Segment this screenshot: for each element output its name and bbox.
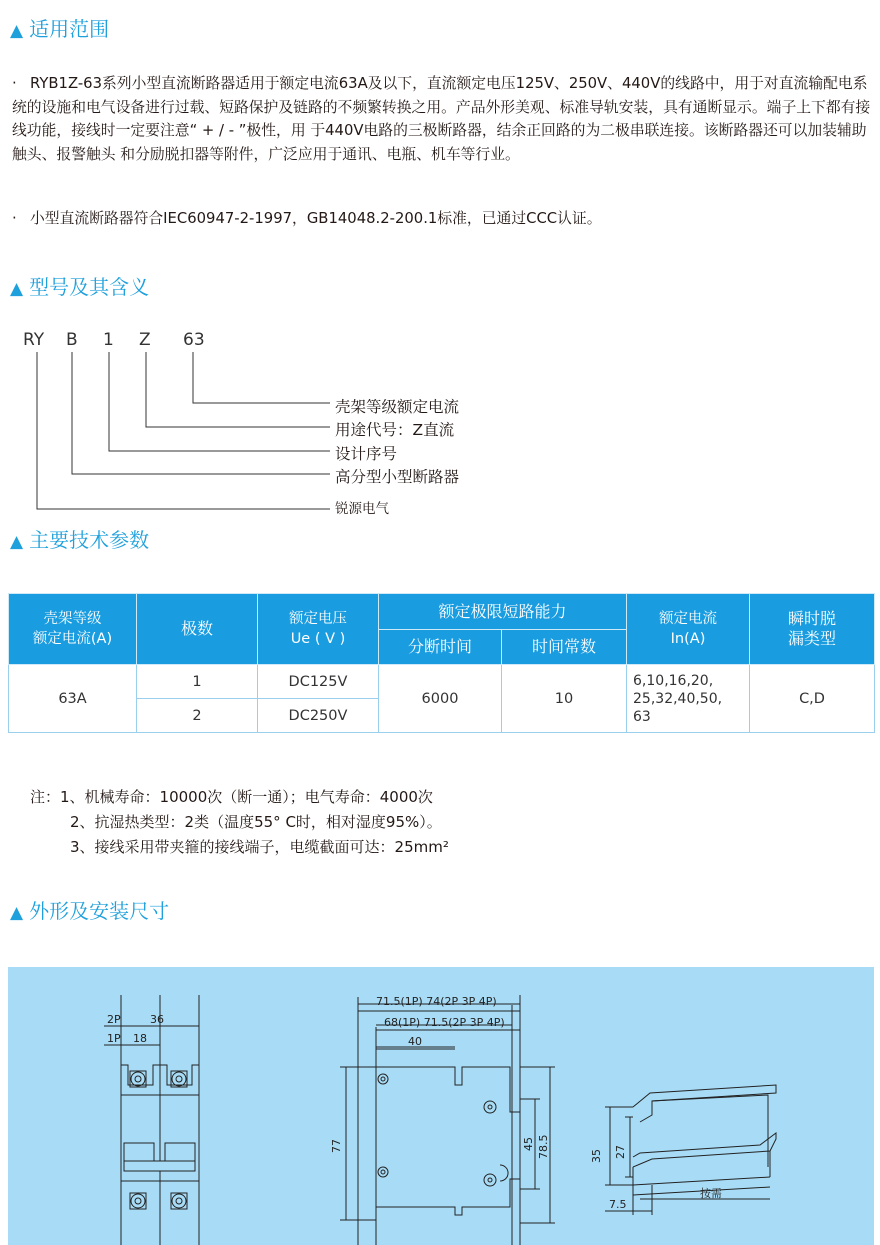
model-part-z: Z [139,330,151,350]
cell-trip: C,D [750,665,875,733]
model-tree-lines [0,0,880,520]
cell-poles-1: 1 [137,665,258,699]
scope-paragraph-2: · 小型直流断路器符合IEC60947-2-1997，GB14048.2-200.1标准，已通过CCC认证。 [12,210,602,227]
dim-side-top1: 71.5(1P) 74(2P 3P 4P) [376,995,497,1008]
dim-side-785: 78.5 [537,1134,550,1159]
dim-side-40: 40 [408,1035,422,1048]
section-title-scope: ▲ 适用范围 [10,16,109,44]
model-part-1: 1 [103,330,114,350]
header-voltage: 额定电压 Ue ( V ) [258,594,379,665]
note-3: 3、接线采用带夹箍的接线端子，电缆截面可达：25mm² [70,838,449,856]
cell-break-time: 6000 [379,665,502,733]
cell-time-const: 10 [502,665,627,733]
dim-rail-75: 7.5 [609,1198,627,1211]
dim-side-77: 77 [330,1139,343,1153]
triangle-icon: ▲ [10,279,24,299]
din-rail [605,1085,776,1215]
model-meaning-frame: 壳架等级额定电流 [335,398,460,416]
model-meaning-usage: 用途代号：Z直流 [335,421,455,439]
header-poles: 极数 [137,594,258,665]
dim-side-45: 45 [522,1137,535,1151]
cell-voltage-1: DC125V [258,665,379,699]
model-part-63: 63 [183,330,205,350]
model-meaning-type: 高分型小型断路器 [335,468,460,486]
section-title-dims: ▲ 外形及安装尺寸 [10,898,169,926]
dim-rail-length: 按需 [700,1187,722,1200]
side-view-breaker [340,995,555,1245]
triangle-icon: ▲ [10,21,24,41]
header-capacity: 额定极限短路能力 [379,594,627,630]
triangle-icon: ▲ [10,532,24,552]
dimension-drawings [0,967,880,1245]
cell-current: 6,10,16,20, 25,32,40,50, 63 [627,665,750,733]
section-title-params: ▲ 主要技术参数 [10,527,149,555]
dim-label-1p: 1P [107,1032,121,1045]
dim-side-top2: 68(1P) 71.5(2P 3P 4P) [384,1016,505,1029]
model-part-b: B [66,330,78,350]
dim-label-2p: 2P [107,1013,121,1026]
note-2: 2、抗湿热类型：2类（温度55° C时，相对湿度95%）。 [70,813,442,831]
dim-36: 36 [150,1013,164,1026]
cell-poles-2: 2 [137,699,258,733]
model-meaning-design: 设计序号 [335,445,398,463]
scope-paragraph-1: · RYB1Z-63系列小型直流断路器适用于额定电流63A及以下，直流额定电压125V、250V、440V的线路中，用于对直流输配电系统的设施和电气设备进行过载、短路保护及链路的不频繁转换之用。产品外形美观、标准导轨安装，具有通断显示。端子上下都有接线功能，接线时一定要注意“ + / - ”极性，用 于440V电路的三极断路器，结余正回路的为二极串联连接。该断路器还可以加装辅助触头、报警触头 和分励脱扣器等附件，广泛应用于通讯、电瓶、机车等行业。 [12,75,871,163]
spec-table [8,593,875,733]
header-break-time: 分断时间 [379,630,502,665]
header-frame: 壳架等级 额定电流(A) [9,594,137,665]
dim-18: 18 [133,1032,147,1045]
model-part-ry: RY [23,330,45,350]
dim-rail-27: 27 [614,1145,627,1159]
model-meaning-brand: 锐源电气 [335,501,389,517]
note-1: 注：1、机械寿命：10000次（断一通）；电气寿命：4000次 [30,788,433,806]
header-trip: 瞬时脱 漏类型 [750,594,875,665]
cell-frame: 63A [9,665,137,733]
dim-rail-35: 35 [590,1149,603,1163]
header-time-const: 时间常数 [502,630,627,665]
cell-voltage-2: DC250V [258,699,379,733]
triangle-icon: ▲ [10,903,24,923]
section-title-model: ▲ 型号及其含义 [10,274,149,302]
header-current: 额定电流 In(A) [627,594,750,665]
